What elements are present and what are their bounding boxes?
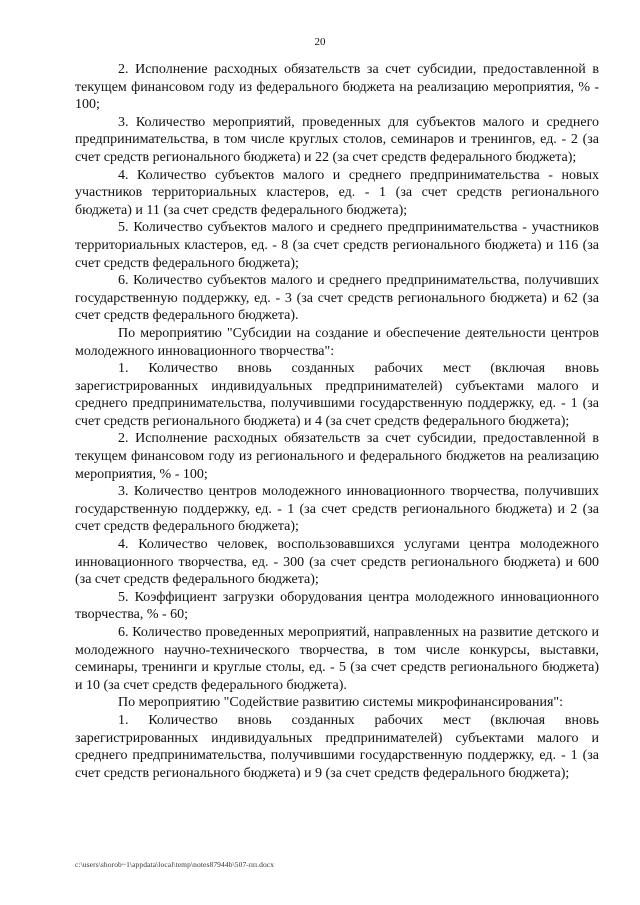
paragraph: 4. Количество человек, воспользовавшихся услугами центра молодежного инновационного творчества, ед. - 300 (за счет средств регионального бюджета) и 600 (за счет средств федерального бюджета); — [75, 537, 599, 588]
paragraph: 6. Количество проведенных мероприятий, направленных на развитие детского и молодежного научно-технического творчества, в том числе конкурсы, выставки, семинары, тренинги и круглые столы, ед. - 5 (за счет средств регионального бюджета) и 10 (за счет средств федерального бюджета). — [75, 625, 599, 693]
paragraph: 2. Исполнение расходных обязательств за счет субсидии, предоставленной в текущем финансовом году из регионального и федерального бюджетов на реализацию мероприятия, % - 100; — [75, 431, 599, 482]
paragraph: 6. Количество субъектов малого и среднего предпринимательства, получивших государственную поддержку, ед. - 3 (за счет средств регионального бюджета) и 62 (за счет средств федерального бюджета). — [75, 273, 599, 324]
section-heading-paragraph: По мероприятию "Содействие развитию системы микрофинансирования": — [118, 695, 564, 711]
paragraph: 1. Количество вновь созданных рабочих мест (включая вновь зарегистрированных индивидуальных предпринимателей) субъектами малого и среднего предпринимательства, получившими государственную поддержку, ед. - 1 (за счет средств регионального бюджета) и 4 (за счет средств федерального бюджета); — [75, 361, 599, 429]
page-number: 20 — [314, 36, 326, 48]
paragraph: 3. Количество мероприятий, проведенных для субъектов малого и среднего предпринимательства, в том числе круглых столов, семинаров и тренингов, ед. - 2 (за счет средств регионального бюджета) и 22 (за счет средств федерального бюджета); — [75, 114, 599, 165]
paragraph: 4. Количество субъектов малого и среднего предпринимательства - новых участников территориальных кластеров, ед. - 1 (за счет средств регионального бюджета) и 11 (за счет средств федерального бюджета); — [75, 167, 599, 218]
file-path-footer: c:\users\shorob~1\appdata\local\temp\notes87944b\507-пп.docx — [75, 860, 275, 869]
document-body — [75, 61, 599, 782]
paragraph: 3. Количество центров молодежного инновационного творчества, получивших государственную поддержку, ед. - 1 (за счет средств регионального бюджета) и 2 (за счет средств федерального бюджета); — [75, 484, 599, 535]
section-heading-paragraph: По мероприятию "Субсидии на создание и обеспечение деятельности центров молодежного инновационного творчества": — [75, 325, 599, 359]
paragraph: 5. Количество субъектов малого и среднего предпринимательства - участников территориальных кластеров, ед. - 8 (за счет средств регионального бюджета) и 116 (за счет средств федерального бюджета); — [75, 220, 599, 271]
paragraph: 5. Коэффициент загрузки оборудования центра молодежного инновационного творчества, % - 60; — [75, 589, 599, 623]
paragraph: 2. Исполнение расходных обязательств за счет субсидии, предоставленной в текущем финансовом году из федерального бюджета на реализацию мероприятия, % - 100; — [75, 62, 599, 113]
paragraph: 1. Количество вновь созданных рабочих мест (включая вновь зарегистрированных индивидуальных предпринимателей) субъектами малого и среднего предпринимательства, получившими государственную поддержку, ед. - 1 (за счет средств регионального бюджета) и 9 (за счет средств федерального бюджета); — [75, 712, 599, 781]
